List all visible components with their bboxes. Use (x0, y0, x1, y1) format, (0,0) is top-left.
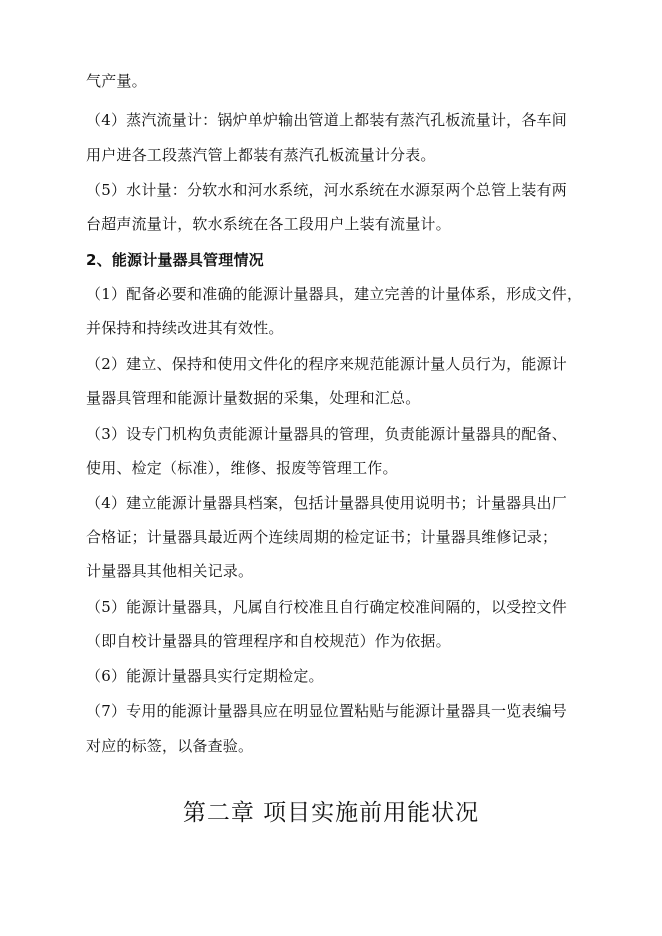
text-line: （5）水计量：分软水和河水系统，河水系统在水源泵两个总管上装有两 (86, 181, 567, 199)
chapter-title: 第二章 项目实施前用能状况 (182, 800, 480, 826)
text-line: 计量器具其他相关记录。 (86, 562, 254, 580)
text-line: 对应的标签，以备查验。 (86, 737, 254, 755)
text-line: 合格证；计量器具最近两个连续周期的检定证书；计量器具维修记录； (86, 528, 558, 546)
text-line: 使用、检定（标准），维修、报废等管理工作。 (86, 459, 398, 477)
text-line: 并保持和持续改进其有效性。 (86, 319, 284, 337)
text-line: （5）能源计量器具，凡属自行校准且自行确定校准间隔的，以受控文件 (86, 598, 567, 616)
text-line: （4）建立能源计量器具档案，包括计量器具使用说明书；计量器具出厂 (86, 494, 567, 512)
text-line: （6）能源计量器具实行定期检定。 (86, 667, 324, 685)
text-line: 台超声流量计，软水系统在各工段用户上装有流量计。 (86, 215, 451, 233)
text-line: （即自校计量器具的管理程序和自校规范）作为依据。 (86, 632, 451, 650)
text-line: （4）蒸汽流量计：锅炉单炉输出管道上都装有蒸汽孔板流量计，各车间 (86, 111, 567, 129)
text-line: 量器具管理和能源计量数据的采集，处理和汇总。 (86, 389, 421, 407)
text-line: （1）配备必要和准确的能源计量器具，建立完善的计量体系，形成文件， (86, 285, 583, 303)
text-line: （7）专用的能源计量器具应在明显位置粘贴与能源计量器具一览表编号 (86, 702, 567, 720)
text-line: （2）建立、保持和使用文件化的程序来规范能源计量人员行为，能源计 (86, 355, 567, 373)
section-heading: 2、能源计量器具管理情况 (86, 251, 264, 269)
text-line: 用户进各工段蒸汽管上都装有蒸汽孔板流量计分表。 (86, 146, 436, 164)
text-line: 气产量。 (86, 72, 147, 90)
text-line: （3）设专门机构负责能源计量器具的管理，负责能源计量器具的配备、 (86, 425, 567, 443)
